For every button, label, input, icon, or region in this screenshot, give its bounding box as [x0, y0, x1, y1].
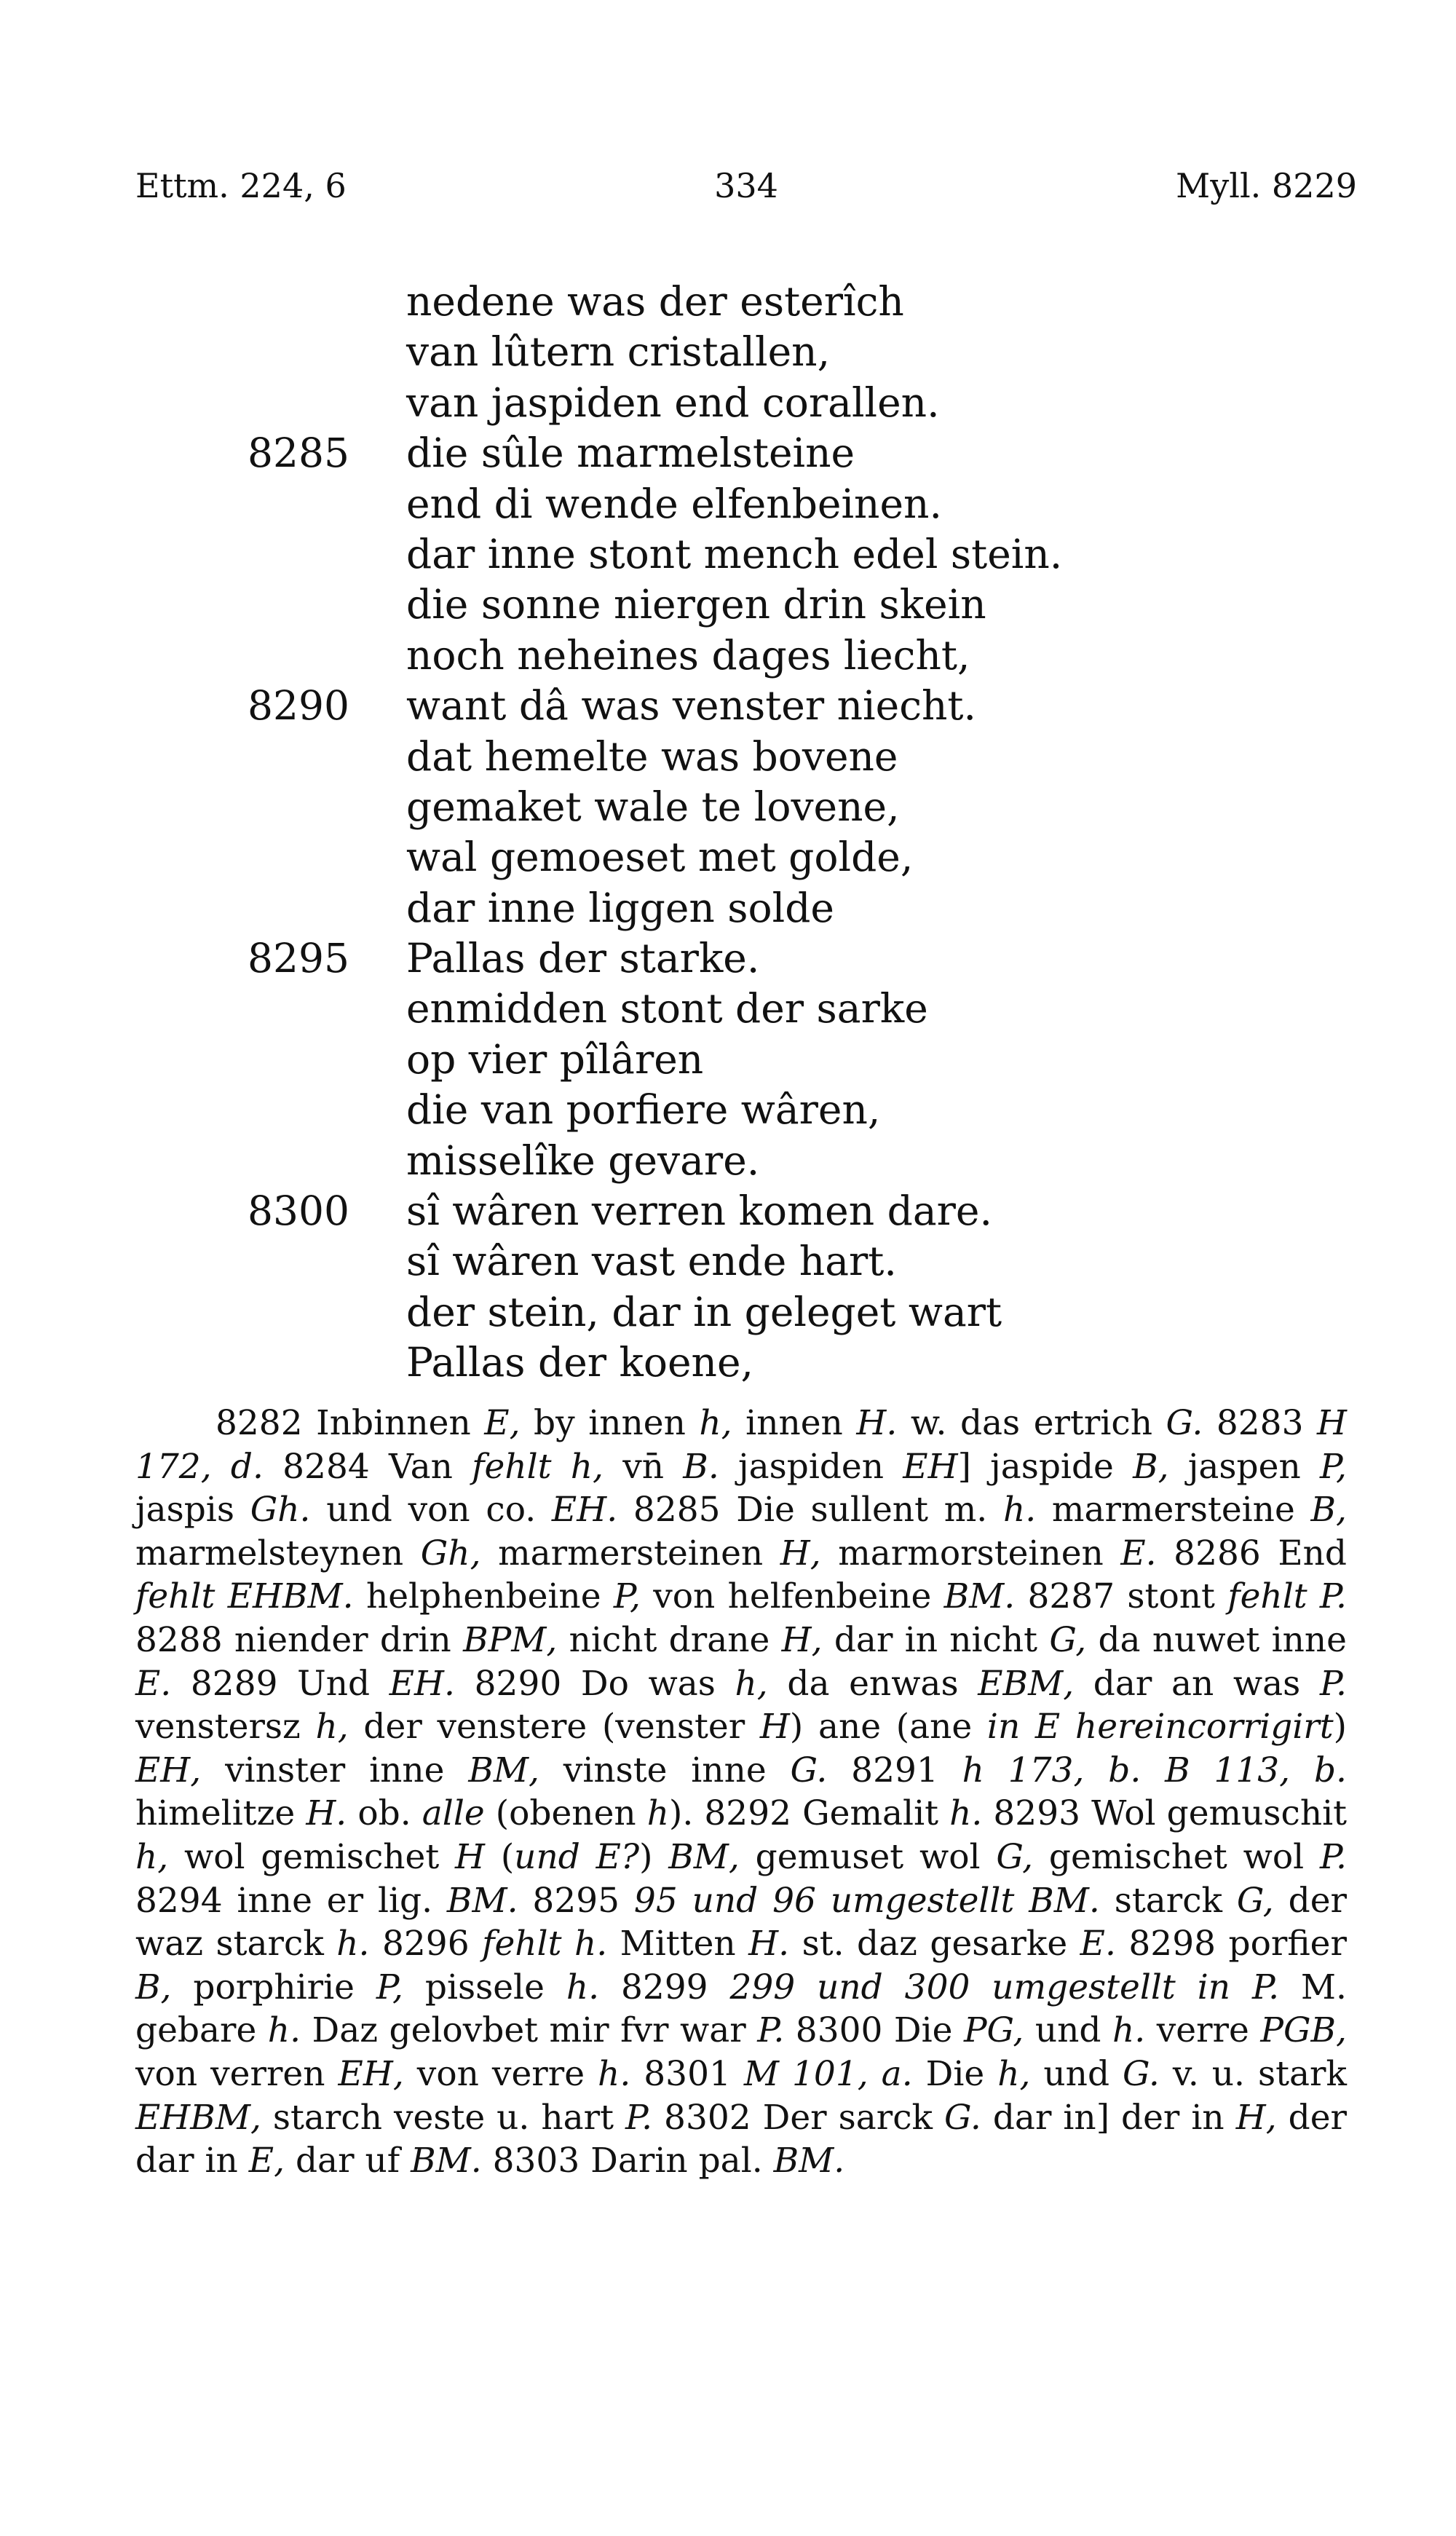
siglum-italic: B,: [135, 1967, 172, 2007]
apparatus-text: starck: [1099, 1880, 1237, 1921]
apparatus-text: ): [639, 1836, 669, 1877]
verse-line: [248, 1085, 1412, 1135]
verse-line: [248, 832, 1412, 882]
apparatus-text: Die: [912, 2053, 998, 2094]
verse-text: der stein, dar in geleget wart: [406, 1288, 1002, 1335]
siglum-italic: BM,: [468, 1750, 539, 1790]
siglum-italic: BPM,: [463, 1619, 558, 1660]
verse-text: want dâ was venster niecht.: [406, 682, 976, 730]
apparatus-text: innen: [732, 1403, 857, 1443]
verse-line: [248, 631, 1412, 681]
apparatus-text: porphirie: [171, 1967, 376, 2007]
verse-number: 8285: [248, 430, 349, 477]
siglum-italic: PGB,: [1260, 2010, 1347, 2051]
apparatus-text: 8296: [369, 1924, 483, 1964]
siglum-italic: H.: [856, 1403, 898, 1443]
apparatus-text: Daz gelovbet mir fvr war: [301, 2010, 758, 2051]
apparatus-text: nicht drane: [557, 1619, 782, 1660]
apparatus-text: 8299: [599, 1967, 730, 2007]
siglum-italic: h.: [267, 2010, 301, 2051]
verse-line: [248, 883, 1412, 933]
verse-line: [248, 933, 1412, 984]
siglum-italic: H: [759, 1707, 790, 1747]
apparatus-text: 8287 stont: [1015, 1576, 1228, 1617]
siglum-italic: G.: [1123, 2053, 1160, 2094]
apparatus-text: 8291: [827, 1750, 962, 1790]
siglum-italic: fehlt h.: [482, 1924, 608, 1964]
verse-line: [248, 529, 1412, 580]
apparatus-text: und: [1024, 2010, 1112, 2051]
siglum-italic: E.: [135, 1663, 172, 1704]
header-right-reference: Myll. 8229: [1176, 166, 1357, 205]
apparatus-text: himelitze: [135, 1793, 306, 1834]
siglum-italic: h,: [735, 1663, 768, 1704]
verse-number: 8290: [248, 682, 349, 730]
verse-text: die sûle marmelsteine: [406, 430, 855, 477]
verse-text: noch neheines dages liecht,: [406, 631, 970, 679]
verse-line: [248, 580, 1412, 630]
siglum-italic: BM.: [943, 1576, 1016, 1617]
running-header: [135, 166, 1357, 217]
siglum-italic: EHBM,: [135, 2097, 261, 2138]
verse-text: van jaspiden end corallen.: [406, 379, 940, 426]
siglum-italic: 95 und 96 umgestellt BM.: [633, 1880, 1100, 1921]
apparatus-text: 8286 End: [1156, 1533, 1347, 1573]
apparatus-text: von verre: [403, 2053, 598, 2094]
apparatus-text: ob.: [347, 1793, 422, 1834]
apparatus-text: und: [1030, 2053, 1123, 2094]
siglum-italic: EH,: [338, 2053, 404, 2094]
siglum-italic: G.: [1166, 1403, 1203, 1443]
siglum-italic: EH.: [389, 1663, 455, 1704]
apparatus-text: von verren: [135, 2053, 339, 2094]
apparatus-text: 8301: [630, 2053, 744, 2094]
siglum-italic: h.: [1002, 1490, 1037, 1530]
siglum-italic: BM.: [411, 2141, 482, 2181]
apparatus-text: marmersteinen: [480, 1533, 780, 1573]
siglum-italic: h.: [1112, 2010, 1146, 2051]
apparatus-text: verre: [1145, 2010, 1261, 2051]
verse-text: van lûtern cristallen,: [406, 328, 831, 376]
siglum-italic: H.: [748, 1924, 790, 1964]
apparatus-text: 8298 porfier: [1115, 1924, 1347, 1964]
apparatus-text: pissele: [403, 1967, 566, 2007]
siglum-italic: Gh,: [420, 1533, 481, 1573]
verse-text: Pallas der starke.: [406, 935, 760, 982]
verse-line: [248, 681, 1412, 731]
siglum-italic: H,: [781, 1619, 823, 1660]
apparatus-text: helphenbeine: [353, 1576, 614, 1617]
apparatus-text: vinster inne: [201, 1750, 469, 1790]
siglum-italic: G.: [944, 2097, 981, 2138]
apparatus-text: v. u. stark: [1159, 2053, 1347, 2094]
siglum-italic: G,: [1049, 1619, 1087, 1660]
apparatus-text: vn̄: [604, 1446, 684, 1487]
verse-text: dar inne stont mench edel stein.: [406, 530, 1063, 577]
siglum-italic: P.: [625, 2097, 653, 2138]
siglum-italic: h,: [997, 2053, 1031, 2094]
verse-text: sî wâren verren komen dare.: [406, 1188, 992, 1235]
siglum-italic: B,: [1310, 1490, 1347, 1530]
verse-line: [248, 1287, 1412, 1338]
verse-line: [248, 782, 1412, 832]
apparatus-text: ): [1333, 1707, 1348, 1747]
apparatus-text: da nuwet inne: [1086, 1619, 1347, 1660]
siglum-italic: h: [646, 1793, 670, 1834]
siglum-italic: fehlt EHBM.: [135, 1576, 354, 1617]
apparatus-text: von helfenbeine: [640, 1576, 944, 1617]
verse-text: dat hemelte was bovene: [406, 732, 898, 780]
verse-line: [248, 327, 1412, 377]
verse-text: Pallas der koene,: [406, 1339, 753, 1386]
siglum-italic: BM.: [446, 1880, 518, 1921]
siglum-italic: EH: [903, 1446, 958, 1487]
verse-text: enmidden stont der sarke: [406, 985, 928, 1032]
siglum-italic: E,: [484, 1403, 521, 1443]
siglum-italic: EH.: [551, 1490, 618, 1530]
siglum-italic: P,: [376, 1967, 403, 2007]
siglum-italic: H 172, d.: [135, 1403, 1348, 1487]
apparatus-text: by innen: [520, 1403, 700, 1443]
apparatus-text: 8289 Und: [171, 1663, 389, 1704]
verse-line: [248, 732, 1412, 782]
page-number: 334: [714, 166, 778, 205]
siglum-italic: BM,: [668, 1836, 740, 1877]
siglum-italic: h,: [135, 1836, 169, 1877]
verse-text: wal gemoeset met golde,: [406, 834, 914, 881]
siglum-italic: h.: [566, 1967, 600, 2007]
verse-line: [248, 479, 1412, 529]
apparatus-text: w. das ertrich: [897, 1403, 1166, 1443]
verse-line: [248, 1136, 1412, 1186]
siglum-italic: h.: [336, 1924, 370, 1964]
apparatus-text: dar in] der in: [981, 2097, 1236, 2138]
apparatus-text: 8288 niender drin: [135, 1619, 464, 1660]
apparatus-text: ] jaspide: [957, 1446, 1133, 1487]
verse-line: [248, 1035, 1412, 1085]
apparatus-text: 8283: [1203, 1403, 1318, 1443]
siglum-italic: G,: [996, 1836, 1034, 1877]
apparatus-text: 8284 Van: [263, 1446, 472, 1487]
apparatus-text: (obenen: [484, 1793, 647, 1834]
siglum-italic: h.: [949, 1793, 983, 1834]
header-left-reference: Ettm. 224, 6: [135, 166, 347, 205]
verse-line: [248, 1338, 1412, 1388]
siglum-italic: E,: [248, 2141, 285, 2181]
apparatus-text: ) ane (ane: [789, 1707, 987, 1747]
siglum-italic: P,: [1319, 1446, 1347, 1487]
verse-line: [248, 378, 1412, 428]
siglum-italic: H,: [780, 1533, 821, 1573]
siglum-italic: P.: [1319, 1836, 1347, 1877]
siglum-italic: PG,: [963, 2010, 1024, 2051]
verse-line: [248, 277, 1412, 327]
siglum-italic: Gh.: [250, 1490, 311, 1530]
apparatus-text: venstersz: [135, 1707, 316, 1747]
siglum-italic: fehlt P.: [1227, 1576, 1347, 1617]
apparatus-text: der waz starck: [135, 1880, 1347, 1964]
apparatus-text: gemuset wol: [739, 1836, 997, 1877]
apparatus-text: ). 8292 Gemalit: [669, 1793, 950, 1834]
apparatus-text: der venstere (venster: [348, 1707, 760, 1747]
siglum-italic: EH,: [135, 1750, 202, 1790]
siglum-italic: H.: [306, 1793, 347, 1834]
verse-text: gemaket wale te lovene,: [406, 783, 900, 830]
apparatus-text: st. daz gesarke: [789, 1924, 1080, 1964]
apparatus-text: 8290 Do was: [455, 1663, 735, 1704]
verse-text: end di wende elfenbeinen.: [406, 480, 942, 527]
verse-text: die van porfiere wâren,: [406, 1086, 881, 1134]
verse-line: [248, 1236, 1412, 1287]
siglum-italic: B.: [683, 1446, 719, 1487]
verse-text: sî wâren vast ende hart.: [406, 1238, 897, 1285]
siglum-italic: P.: [757, 2010, 785, 2051]
apparatus-text: 8294 inne er lig.: [135, 1880, 447, 1921]
apparatus-text: jaspiden: [719, 1446, 903, 1487]
siglum-italic: und E?: [514, 1836, 640, 1877]
verse-text: nedene was der esterîch: [406, 278, 904, 325]
apparatus-text: 8285 Die sullent m.: [617, 1490, 1003, 1530]
siglum-italic: P.: [1319, 1663, 1347, 1704]
apparatus-text: 8293 Wol gemuschit: [982, 1793, 1348, 1834]
verse-number: 8295: [248, 935, 349, 982]
siglum-italic: B,: [1133, 1446, 1169, 1487]
apparatus-text: 8303 Darin pal.: [481, 2141, 774, 2181]
apparatus-text: wol gemischet: [168, 1836, 456, 1877]
apparatus-text: M. gebare: [135, 1967, 1348, 2051]
apparatus-text: der dar in: [135, 2097, 1348, 2181]
apparatus-text: marmorsteinen: [820, 1533, 1121, 1573]
apparatus-text: (: [485, 1836, 515, 1877]
apparatus-text: Mitten: [607, 1924, 749, 1964]
apparatus-text: dar an was: [1074, 1663, 1320, 1704]
siglum-italic: h,: [315, 1707, 349, 1747]
apparatus-text: und von co.: [310, 1490, 552, 1530]
apparatus-text: da enwas: [767, 1663, 978, 1704]
apparatus-text: 8295: [518, 1880, 634, 1921]
siglum-italic: E.: [1080, 1924, 1116, 1964]
apparatus-text: marmersteine: [1036, 1490, 1311, 1530]
verse-line: [248, 984, 1412, 1034]
apparatus-text: 8302 Der sarck: [652, 2097, 945, 2138]
apparatus-text: marmelsteynen: [135, 1533, 421, 1573]
apparatus-text: jaspis: [135, 1490, 250, 1530]
siglum-italic: fehlt h,: [472, 1446, 604, 1487]
siglum-italic: in E hereincorrigirt: [986, 1707, 1334, 1747]
siglum-italic: h 173, b. B 113, b.: [962, 1750, 1347, 1790]
apparatus-text: 8282 Inbinnen: [215, 1403, 485, 1443]
critical-apparatus: [135, 1402, 1347, 2183]
siglum-italic: alle: [422, 1793, 485, 1834]
siglum-italic: h,: [699, 1403, 732, 1443]
siglum-italic: M 101, a.: [743, 2053, 913, 2094]
siglum-italic: G,: [1236, 1880, 1274, 1921]
verse-line: [248, 428, 1412, 478]
siglum-italic: h.: [598, 2053, 631, 2094]
verse-block: [248, 277, 1412, 1389]
verse-number: 8300: [248, 1188, 349, 1235]
siglum-italic: E.: [1120, 1533, 1157, 1573]
verse-line: [248, 1186, 1412, 1236]
apparatus-paragraph: [135, 1402, 1347, 2183]
apparatus-text: gemischet wol: [1033, 1836, 1320, 1877]
siglum-italic: H,: [1235, 2097, 1277, 2138]
apparatus-text: dar uf: [285, 2141, 411, 2181]
apparatus-text: starch veste u. hart: [261, 2097, 626, 2138]
verse-text: misselîke gevare.: [406, 1137, 760, 1184]
siglum-italic: BM.: [773, 2141, 845, 2181]
apparatus-text: 8300 Die: [784, 2010, 964, 2051]
apparatus-text: vinste inne: [539, 1750, 791, 1790]
verse-text: dar inne liggen solde: [406, 884, 834, 931]
apparatus-text: jaspen: [1168, 1446, 1320, 1487]
siglum-italic: EBM,: [978, 1663, 1075, 1704]
siglum-italic: H: [455, 1836, 486, 1877]
siglum-italic: G.: [790, 1750, 828, 1790]
verse-text: op vier pîlâren: [406, 1035, 704, 1083]
verse-text: die sonne niergen drin skein: [406, 581, 986, 628]
siglum-italic: P,: [613, 1576, 641, 1617]
apparatus-text: dar in nicht: [822, 1619, 1050, 1660]
siglum-italic: 299 und 300 umgestellt in P.: [729, 1967, 1280, 2007]
